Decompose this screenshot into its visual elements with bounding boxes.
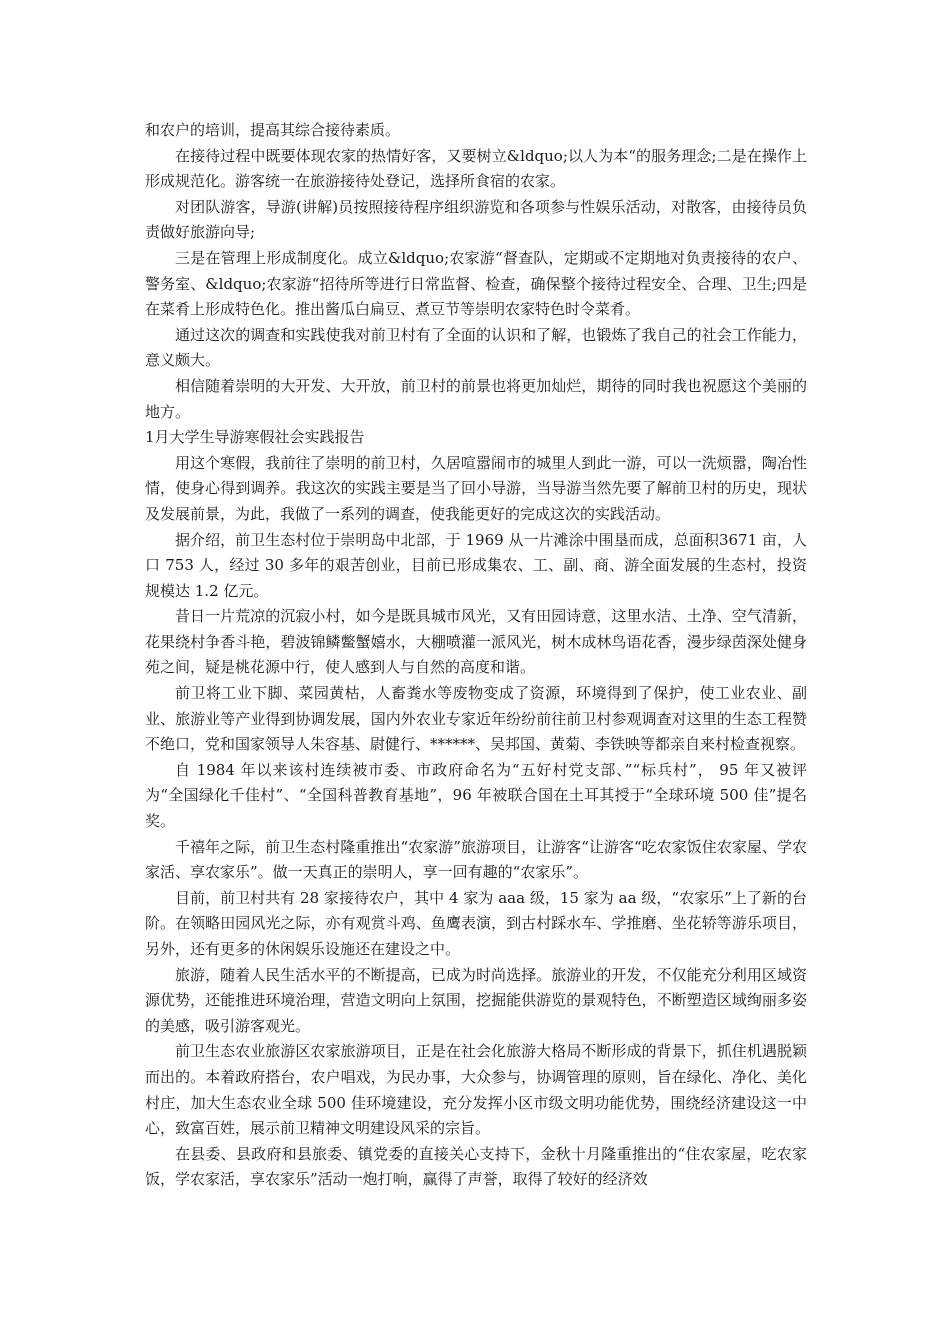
paragraph-13: 目前，前卫村共有 28 家接待农户，其中 4 家为 aaa 级，15 家为 aa 级，“农家乐”上了新的台阶。在领略田园风光之际，亦有观赏斗鸡、鱼鹰表演，到古村踩水车、学推磨、坐花轿等游乐项目，另外，还有更多的休闲娱乐设施还在建设之中。 bbox=[145, 888, 807, 958]
paragraph-6: 相信随着崇明的大开发、大开放，前卫村的前景也将更加灿烂，期待的同时我也祝愿这个美丽的地方。 bbox=[145, 376, 807, 421]
paragraph-10: 前卫将工业下脚、菜园黄枯，人畜粪水等废物变成了资源，环境得到了保护，使工业农业、副业、旅游业等产业得到协调发展，国内外农业专家近年纷纷前往前卫村参观调查对这里的生态工程赞不绝口，党和国家领导人朱容基、尉健行、******、吴邦国、黄菊、李铁映等都亲自来村检查视察。 bbox=[145, 684, 807, 754]
paragraph-2: 在接待过程中既要体现农家的热情好客，又要树立&ldquo;以人为本“的服务理念;二是在操作上形成规范化。游客统一在旅游接待处登记，选择所食宿的农家。 bbox=[145, 146, 807, 191]
paragraph-16: 在县委、县政府和县旅委、镇党委的直接关心支持下，金秋十月隆重推出的“住农家屋，吃农家饭，学农家活，享农家乐”活动一炮打响，赢得了声誉，取得了较好的经济效 bbox=[145, 1144, 807, 1189]
section-heading: 1月大学生导游寒假社会实践报告 bbox=[145, 428, 365, 447]
paragraph-3: 对团队游客，导游(讲解)员按照接待程序组织游览和各项参与性娱乐活动，对散客，由接待员负责做好旅游向导; bbox=[145, 197, 807, 242]
paragraph-9: 昔日一片荒凉的沉寂小村，如今是既具城市风光，又有田园诗意，这里水洁、土净、空气清新，花果绕村争香斗艳，碧波锦鳞鳖蟹嬉水，大棚喷灌一派风光，树木成林鸟语花香，漫步绿茵深处健身苑之间，疑是桃花源中行，使人感到人与自然的高度和谐。 bbox=[145, 607, 807, 677]
paragraph-1: 和农户的培训，提高其综合接待素质。 bbox=[145, 121, 401, 139]
paragraph-4: 三是在管理上形成制度化。成立&ldquo;农家游“督查队，定期或不定期地对负责接待的农户、警务室、&ldquo;农家游“招待所等进行日常监督、检查，确保整个接待过程安全、合理、卫生;四是在菜肴上形成特色化。推出酱瓜白扁豆、煮豆节等崇明农家特色时令菜肴。 bbox=[145, 248, 807, 319]
paragraph-11: 自 1984 年以来该村连续被市委、市政府命名为“五好村党支部、”“标兵村”， 95 年又被评为“全国绿化千佳村”、“全国科普教育基地”，96 年被联合国在土耳其授于“全球环境 500 佳”提名奖。 bbox=[145, 760, 807, 831]
paragraph-8: 据介绍，前卫生态村位于崇明岛中北部，于 1969 从一片滩涂中围垦而成，总面积3671 亩，人口 753 人，经过 30 多年的艰苦创业，目前已形成集农、工、副、商、游全面发展的生态村，投资规模达 1.2 亿元。 bbox=[145, 530, 807, 600]
paragraph-5: 通过这次的调查和实践使我对前卫村有了全面的认识和了解，也锻炼了我自己的社会工作能力，意义颇大。 bbox=[145, 325, 807, 370]
paragraph-14: 旅游，随着人民生活水平的不断提高，已成为时尚选择。旅游业的开发，不仅能充分利用区域资源优势，还能推进环境治理，营造文明向上氛围，挖掘能供游览的景观特色，不断塑造区域绚丽多姿的美感，吸引游客观光。 bbox=[145, 965, 807, 1035]
paragraph-12: 千禧年之际，前卫生态村隆重推出“农家游”旅游项目，让游客“让游客“吃农家饭住农家屋、学农家活、享农家乐”。做一天真正的崇明人，享一回有趣的“农家乐”。 bbox=[145, 837, 807, 882]
paragraph-15: 前卫生态农业旅游区农家旅游项目，正是在社会化旅游大格局不断形成的背景下，抓住机遇脱颖而出的。本着政府搭台，农户唱戏，为民办事，大众参与，协调管理的原则，旨在绿化、净化、美化村庄，加大生态农业全球 500 佳环境建设，充分发挥小区市级文明功能优势，围绕经济建设这一中心，致富百姓，展示前卫精神文明建设风采的宗旨。 bbox=[145, 1042, 807, 1138]
paragraph-7: 用这个寒假，我前往了崇明的前卫村，久居喧嚣闹市的城里人到此一游，可以一洗烦嚣，陶冶性情，使身心得到调养。我这次的实践主要是当了回小导游，当导游当然先要了解前卫村的历史，现状及发展前景，为此，我做了一系列的调查，使我能更好的完成这次的实践活动。 bbox=[145, 453, 807, 523]
document-body bbox=[145, 118, 807, 1193]
